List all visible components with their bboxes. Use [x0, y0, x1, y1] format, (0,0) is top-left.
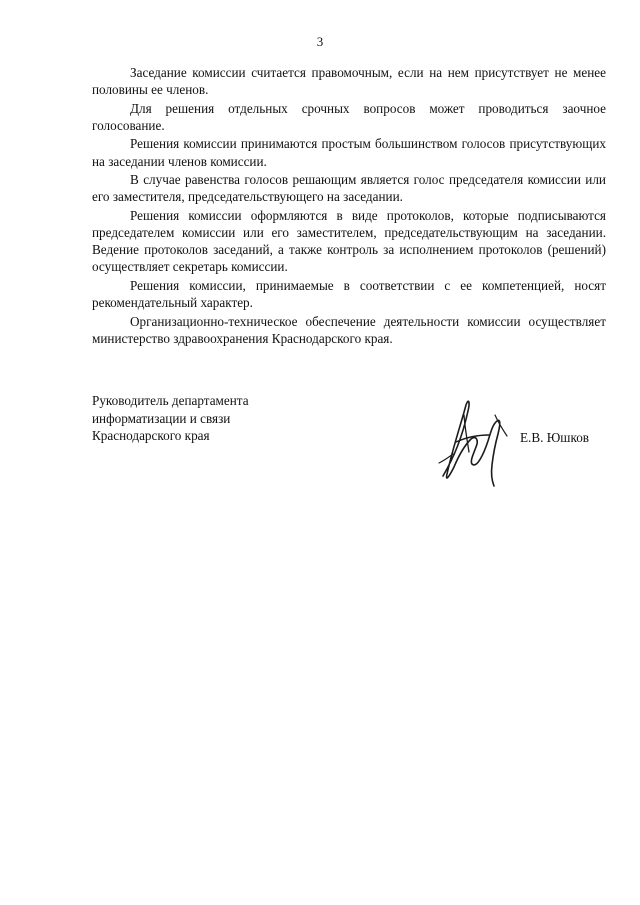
- signer-title-line: Краснодарского края: [92, 428, 210, 443]
- handwritten-signature-icon: [428, 393, 518, 493]
- signer-title-line: Руководитель департамента: [92, 393, 249, 408]
- paragraph-tie-vote: В случае равенства голосов решающим является голос председателя комиссии или его заместителя, председательствующего на заседании.: [92, 172, 606, 205]
- signer-title-block: [92, 392, 332, 445]
- paragraph-technical-support: Организационно-техническое обеспечение деятельности комиссии осуществляет министерство здравоохранения Краснодарского края.: [92, 313, 606, 346]
- page-number: 3: [316, 34, 324, 49]
- paragraph-recommendations: Решения комиссии, принимаемые в соответствии с ее компетенцией, носят рекомендательный характер.: [92, 277, 606, 311]
- paragraph-absentee-voting: Для решения отдельных срочных вопросов может проводиться заочное голосование.: [92, 100, 606, 133]
- signer-name: Е.В. Юшков: [520, 430, 590, 445]
- paragraph-majority-vote: Решения комиссии принимаются простым большинством голосов присутствующих на заседании членов комиссии.: [92, 136, 606, 169]
- document-body: [92, 64, 606, 348]
- paragraph-quorum: Заседание комиссии считается правомочным, если на нем присутствует не менее половины ее членов.: [92, 65, 606, 98]
- paragraph-protocols: Решения комиссии оформляются в виде протоколов, которые подписываются председателем комиссии или его заместителем, председательствующим на заседании. Ведение протоколов заседаний, а также контроль за исполнением протоколов (решений) осуществляет секретарь комиссии.: [92, 207, 606, 275]
- signer-title-line: информатизации и связи: [92, 410, 231, 426]
